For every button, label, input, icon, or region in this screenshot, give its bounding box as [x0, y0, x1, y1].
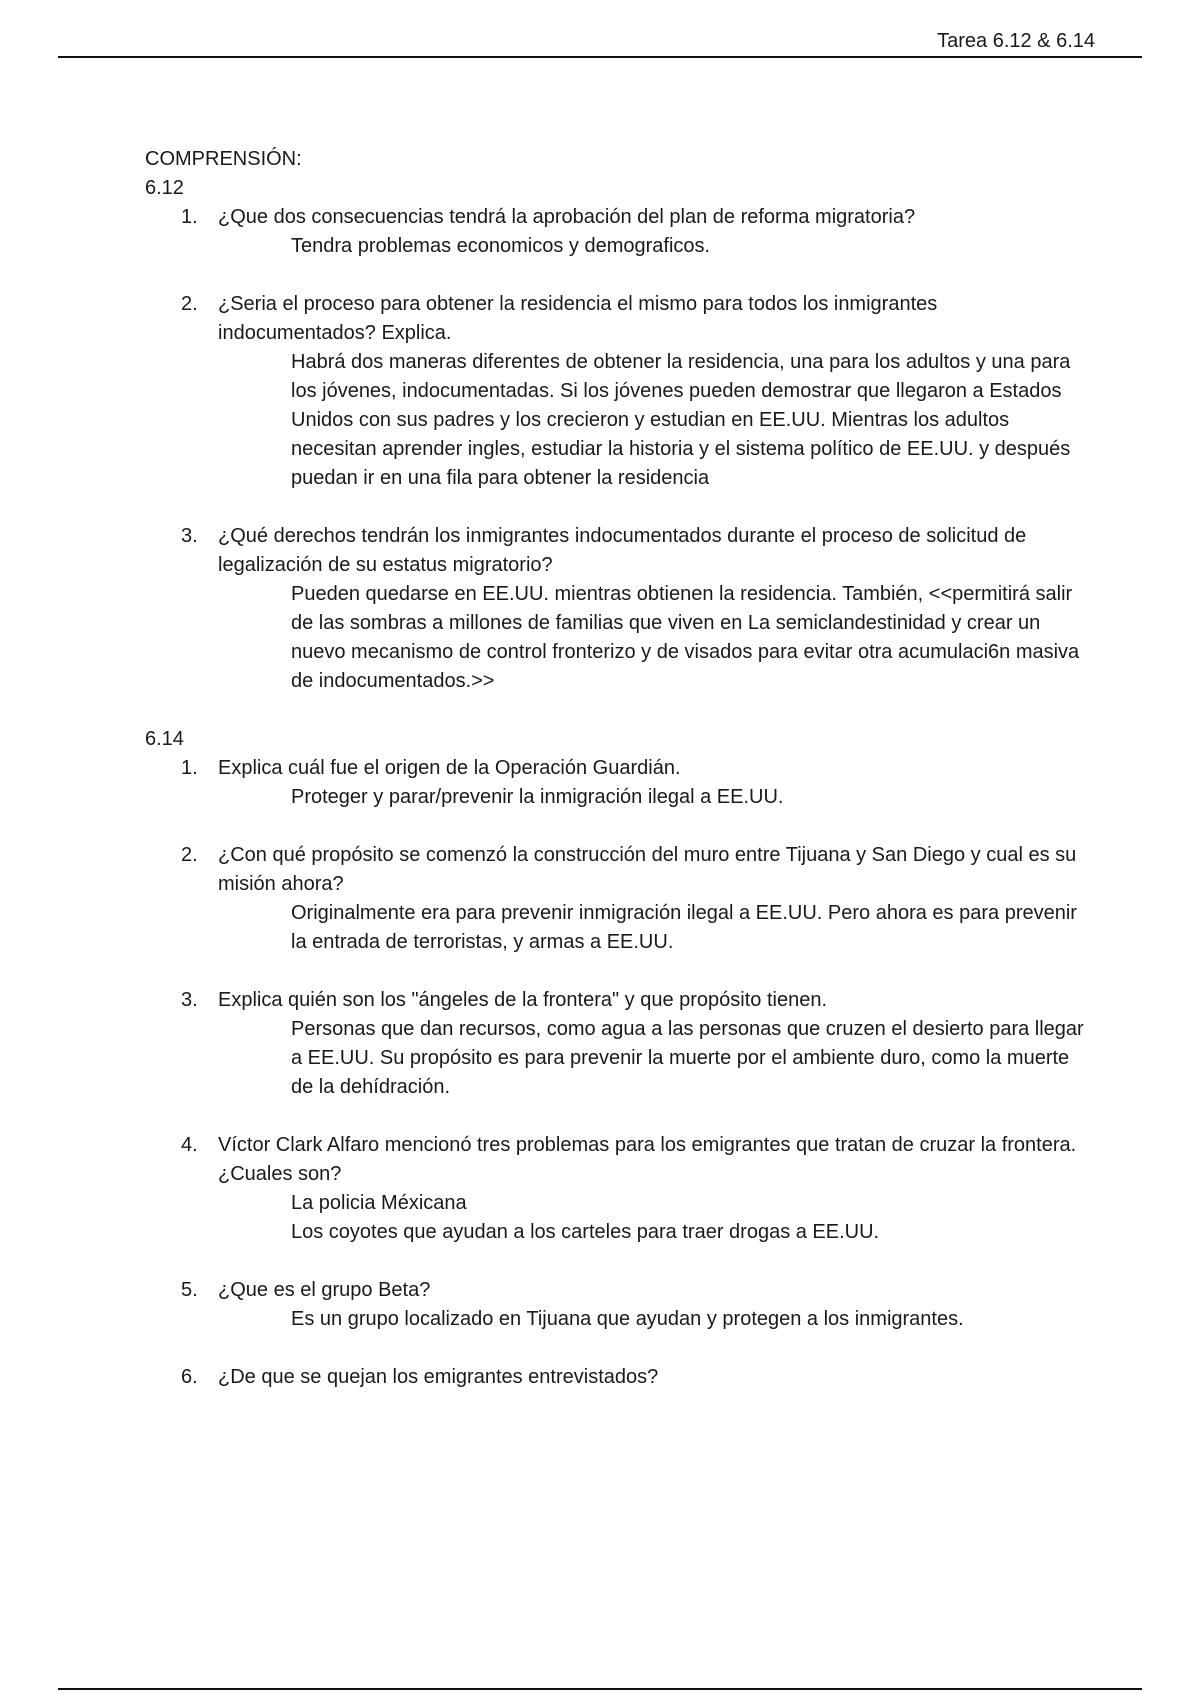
answer-block — [218, 232, 1095, 261]
answer-block — [218, 348, 1095, 493]
question-text: ¿Con qué propósito se comenzó la construcción del muro entre Tijuana y San Diego y cual es su misión ahora? — [218, 844, 1077, 895]
question-number: 5. — [181, 1279, 198, 1301]
question-text: ¿De que se quejan los emigrantes entrevistados? — [218, 1366, 659, 1388]
question-number: 1. — [181, 757, 198, 779]
answer-text: Pueden quedarse en EE.UU. mientras obtienen la residencia. También, <<permitirá salir de las sombras a millones de familias que viven en La semiclandestinidad y crear un nuevo mecanismo de control fronterizo y de visados para evitar otra acumulaci6n masiva de indocumentados.>> — [291, 583, 1080, 692]
answer-block — [218, 783, 1095, 812]
question-number: 3. — [181, 989, 198, 1011]
answer-block — [218, 1189, 1095, 1247]
section-label-6-12: 6.12 — [145, 177, 184, 199]
question-text: ¿Que es el grupo Beta? — [218, 1279, 431, 1301]
answer-block — [218, 1015, 1095, 1102]
question-item — [145, 1363, 1095, 1392]
question-text: ¿Que dos consecuencias tendrá la aprobación del plan de reforma migratoria? — [218, 206, 916, 228]
document-body — [145, 145, 1095, 1392]
question-text: ¿Seria el proceso para obtener la residencia el mismo para todos los inmigrantes indocumentados? Explica. — [218, 293, 938, 344]
section-label-6-14: 6.14 — [145, 728, 184, 750]
answer-block — [218, 899, 1095, 957]
question-item — [145, 1131, 1095, 1247]
question-number: 1. — [181, 206, 198, 228]
answer-text: Personas que dan recursos, como agua a las personas que cruzen el desierto para llegar a EE.UU. Su propósito es para prevenir la muerte por el ambiente duro, como la muerte de la dehídración. — [291, 1018, 1084, 1098]
question-number: 2. — [181, 844, 198, 866]
footer-divider — [58, 1688, 1142, 1690]
answer-text: La policia Méxicana — [291, 1192, 467, 1214]
question-item — [145, 841, 1095, 957]
answer-text: Proteger y parar/prevenir la inmigración ilegal a EE.UU. — [291, 786, 784, 808]
question-number: 3. — [181, 525, 198, 547]
question-text: Explica cuál fue el origen de la Operación Guardián. — [218, 757, 681, 779]
question-number: 6. — [181, 1366, 198, 1388]
heading: COMPRENSIÓN: — [145, 148, 302, 170]
question-number: 2. — [181, 293, 198, 315]
question-text: Víctor Clark Alfaro mencionó tres problemas para los emigrantes que tratan de cruzar la frontera. ¿Cuales son? — [218, 1134, 1077, 1185]
question-text: Explica quién son los "ángeles de la frontera" y que propósito tienen. — [218, 989, 828, 1011]
header-divider — [58, 56, 1142, 58]
answer-text: Los coyotes que ayudan a los carteles para traer drogas a EE.UU. — [291, 1221, 880, 1243]
answer-text: Originalmente era para prevenir inmigración ilegal a EE.UU. Pero ahora es para prevenir la entrada de terroristas, y armas a EE.UU. — [291, 902, 1077, 953]
answer-block — [218, 1305, 1095, 1334]
question-text: ¿Qué derechos tendrán los inmigrantes indocumentados durante el proceso de solicitud de legalización de su estatus migratorio? — [218, 525, 1027, 576]
question-item — [145, 1276, 1095, 1334]
question-item — [145, 203, 1095, 261]
answer-text: Habrá dos maneras diferentes de obtener la residencia, una para los adultos y una para los jóvenes, indocumentadas. Si los jóvenes pueden demostrar que llegaron a Estados Unidos con sus padres y los crecieron y estudian en EE.UU. Mientras los adultos necesitan aprender ingles, estudiar la historia y el sistema político de EE.UU. y después puedan ir en una fila para obtener la residencia — [291, 351, 1071, 489]
answer-text: Tendra problemas economicos y demograficos. — [291, 235, 711, 257]
question-item — [145, 522, 1095, 696]
page-header-title: Tarea 6.12 & 6.14 — [937, 30, 1095, 52]
question-item — [145, 986, 1095, 1102]
answer-text: Es un grupo localizado en Tijuana que ayudan y protegen a los inmigrantes. — [291, 1308, 964, 1330]
question-item — [145, 290, 1095, 493]
question-item — [145, 754, 1095, 812]
answer-block — [218, 580, 1095, 696]
question-number: 4. — [181, 1134, 198, 1156]
